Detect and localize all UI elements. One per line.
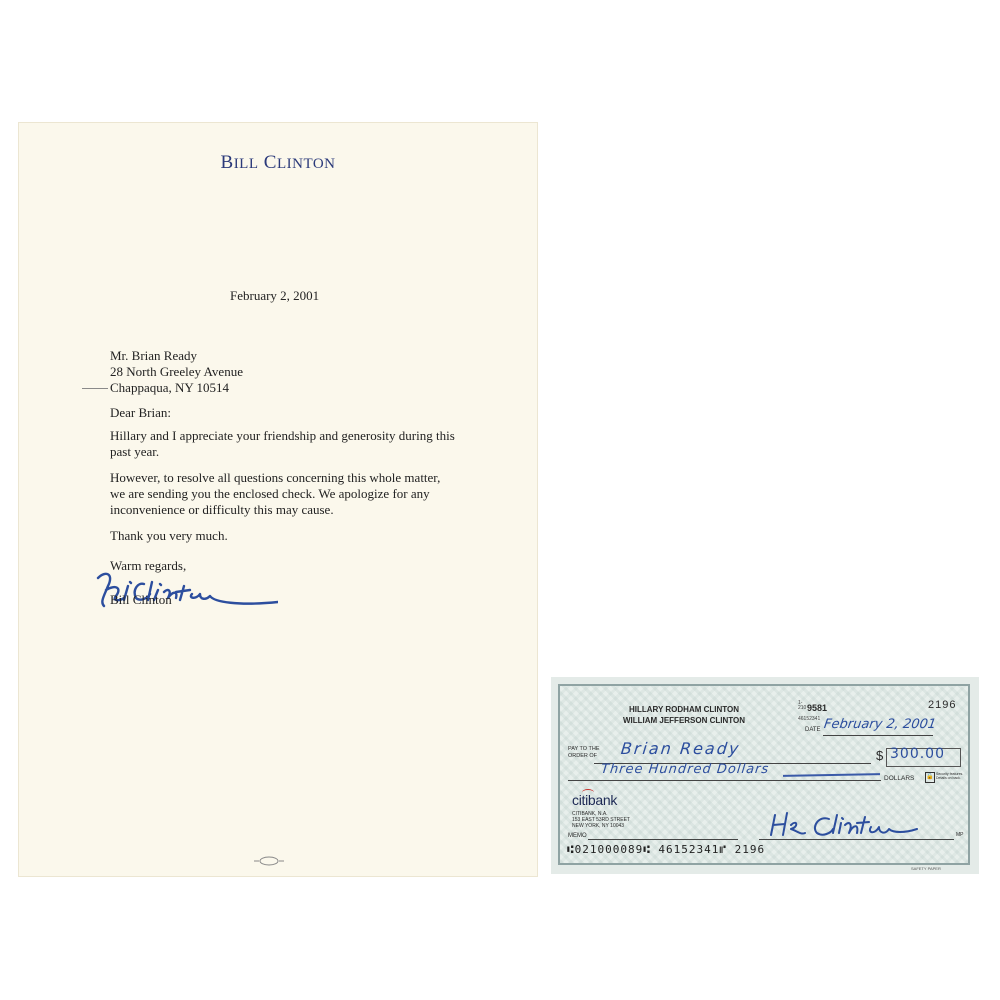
payee-handwritten: Brian Ready: [620, 739, 742, 758]
citibank-logo: citibank: [572, 792, 617, 808]
paragraph: Hillary and I appreciate your friendship and generosity during this past year.: [110, 428, 455, 459]
account-holder: HILLARY RODHAM CLINTON: [628, 705, 740, 714]
amount-words-line: [568, 780, 881, 781]
citibank-arc-icon: [582, 789, 594, 796]
letterhead-initial-first: B: [220, 152, 234, 173]
recipient-address: [110, 348, 243, 396]
account-holders: [589, 704, 779, 726]
salutation: Dear Brian:: [110, 405, 172, 420]
routing-small: 9581: [807, 703, 828, 713]
paragraph: However, to resolve all questions concerning this whole matter, we are sending you the enclosed check. We apologize for any inconvenience or difficulty this may cause.: [110, 470, 441, 517]
memo-label: MEMO: [568, 833, 587, 839]
memo-line: [588, 839, 738, 840]
date-handwritten: February 2, 2001: [822, 717, 938, 732]
padlock-icon: 🔒: [925, 772, 935, 783]
safety-paper-label: SAFETY PAPER: [911, 866, 941, 871]
mp-label: MP: [956, 832, 964, 838]
address-line: Mr. Brian Ready: [110, 348, 198, 363]
stray-pen-mark: [82, 388, 108, 389]
account-holder: WILLIAM JEFFERSON CLINTON: [622, 716, 746, 725]
letterhead-rest-last: LINTON: [276, 156, 336, 172]
bank-address: CITIBANK, N.A. 153 EAST 53RD STREET NEW YORK, NY 10043: [572, 811, 630, 829]
check-number: 2196: [928, 699, 957, 711]
signer-name: Bill Clinton: [110, 592, 172, 607]
letterhead-rest-first: ILL: [233, 156, 259, 172]
letter-date: February 2, 2001: [230, 288, 320, 303]
pay-to-label: PAY TO THE ORDER OF: [568, 746, 600, 759]
fractional-routing: 1- 210: [798, 700, 807, 711]
paragraph: Thank you very much.: [110, 528, 228, 543]
letter-page: [18, 122, 538, 877]
address-line: Chappaqua, NY 10514: [110, 380, 230, 395]
amount-handwritten: 300.00: [890, 746, 945, 762]
date-label: DATE: [805, 727, 821, 733]
closing: Warm regards,: [110, 558, 187, 573]
dollars-label: DOLLARS: [884, 775, 915, 782]
union-bug-mark: [254, 855, 284, 867]
bank-check: [551, 677, 979, 874]
amount-words-handwritten: Three Hundred Dollars: [600, 762, 770, 777]
letterhead-initial-last: C: [263, 152, 277, 173]
check-handwritten-signature: [769, 807, 919, 841]
date-line: [823, 735, 933, 736]
account-small: 46152341: [798, 716, 821, 722]
letterhead: [18, 152, 538, 174]
micr-line: ⑆021000089⑆ 46152341⑈ 2196: [567, 843, 766, 856]
security-features-text: Security features. Details on back.: [936, 772, 964, 780]
dollar-sign: $: [876, 748, 884, 763]
address-line: 28 North Greeley Avenue: [110, 364, 243, 379]
